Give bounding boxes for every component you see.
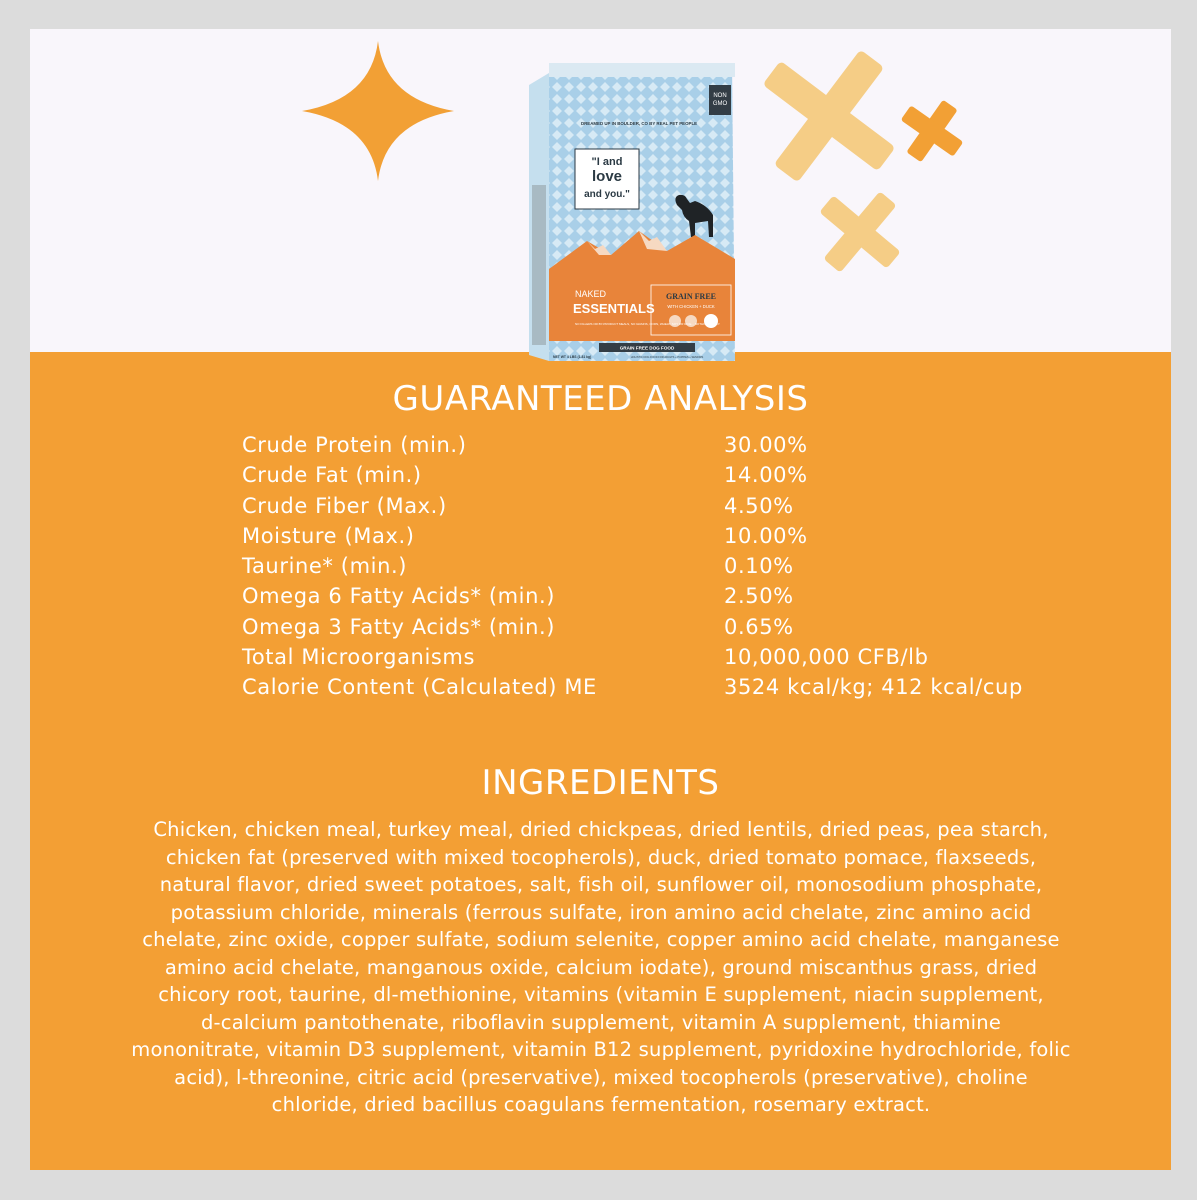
badge-line-1: NON [713,93,727,99]
bottom-cross-icon [812,184,908,280]
product-bag-image [527,45,737,361]
bag-variant-title: GRAIN FREE [665,292,717,301]
analysis-row [242,642,1082,672]
large-cross-icon [754,41,904,191]
ingredients-line: potassium chloride, minerals (ferrous sulfate, iron amino acid chelate, zinc amino acid [170,900,1032,924]
analysis-row [242,672,1082,702]
analysis-row [242,460,1082,490]
badge-line-2: GMO [712,101,728,107]
analysis-label: Moisture (Max.) [242,523,415,548]
logo-line-1: "I and [591,156,623,168]
analysis-value: 30.00% [724,433,808,457]
analysis-value: 2.50% [724,584,794,609]
analysis-title: GUARANTEED ANALYSIS [392,379,809,419]
bag-claims: NO FILLERS OR BY-PRODUCT MEALS, NO GRAINS, CORN, WHEAT, SOY OR RICE... NOTHING SCARY. [575,322,721,326]
analysis-label: Omega 6 Fatty Acids* (min.) [242,584,556,609]
analysis-label: Omega 3 Fatty Acids* (min.) [242,614,556,639]
bag-line-top: NAKED [575,289,607,299]
bag-tagline: DREAMED UP IN BOULDER, CO BY REAL PET PEOPLE [580,121,698,126]
analysis-value: 0.65% [724,614,794,639]
ingredients-line: d-calcium pantothenate, riboflavin supplement, vitamin A supplement, thiamine [200,1010,1002,1034]
logo-line-3: and you." [584,189,630,200]
bag-net-weight: NET WT 4 LBS (1.81 kg) [553,355,592,359]
analysis-row [242,551,1082,581]
analysis-label: Crude Fat (min.) [242,463,422,488]
small-cross-icon [896,95,968,167]
bag-line-name: ESSENTIALS [573,301,655,316]
ingredients-line: chicken fat (preserved with mixed tocopherols), duck, dried tomato pomace, flaxseeds, [165,845,1037,869]
analysis-row [242,491,1082,521]
logo-line-2: love [591,168,623,185]
ingredients-line: chicory root, taurine, dl-methionine, vitamins (vitamin E supplement, niacin supplement, [158,983,1044,1006]
ingredients-line: chelate, zinc oxide, copper sulfate, sodium selenite, copper amino acid chelate, manganese [142,928,1060,951]
analysis-label: Total Microorganisms [242,645,476,670]
ingredients-title: INGREDIENTS [481,763,720,803]
analysis-label: Crude Fiber (Max.) [242,493,447,518]
analysis-label: Calorie Content (Calculated) ME [242,675,597,700]
analysis-value: 14.00% [724,463,808,488]
bag-banner: GRAIN FREE DOG FOOD [619,345,675,351]
analysis-value: 0.10% [724,554,794,579]
ingredients-line: Chicken, chicken meal, turkey meal, dried chickpeas, dried lentils, dried peas, pea starch, [153,818,1049,841]
ingredients-line: amino acid chelate, manganous oxide, calcium iodate), ground miscanthus grass, dried [164,955,1038,979]
analysis-value: 10,000,000 CFB/lb [724,645,929,670]
analysis-table [242,430,1082,703]
analysis-label: Crude Protein (min.) [242,433,467,457]
analysis-row [242,581,1082,611]
nutrition-card [30,29,1171,1170]
ingredients-line: natural flavor, dried sweet potatoes, salt, fish oil, sunflower oil, monosodium phosphate, [159,873,1043,896]
non-gmo-badge [709,85,731,115]
analysis-value: 3524 kcal/kg; 412 kcal/cup [724,675,1023,700]
hero-panel [30,29,1171,359]
ingredients-line: acid), l-threonine, citric acid (preservative), mixed tocopherols (preservative), choline [174,1065,1028,1089]
ingredients-list [66,816,1136,1119]
analysis-row [242,612,1082,642]
four-point-star-icon [302,41,454,181]
analysis-label: Taurine* (min.) [242,554,408,579]
bag-sub-banner: HOLISTIC DOG FOOD FOR ADULTS + PUPPIES + SENIORS [630,356,704,359]
analysis-row [242,521,1082,551]
ingredients-line: mononitrate, vitamin D3 supplement, vitamin B12 supplement, pyridoxine hydrochloride, folic [131,1038,1071,1061]
analysis-value: 4.50% [724,493,794,518]
analysis-value: 10.00% [724,523,808,548]
analysis-row [242,430,1082,460]
ingredients-line: chloride, dried bacillus coagulans fermentation, rosemary extract. [271,1093,931,1116]
bag-variant-sub: WITH CHICKEN + DUCK [667,304,715,309]
